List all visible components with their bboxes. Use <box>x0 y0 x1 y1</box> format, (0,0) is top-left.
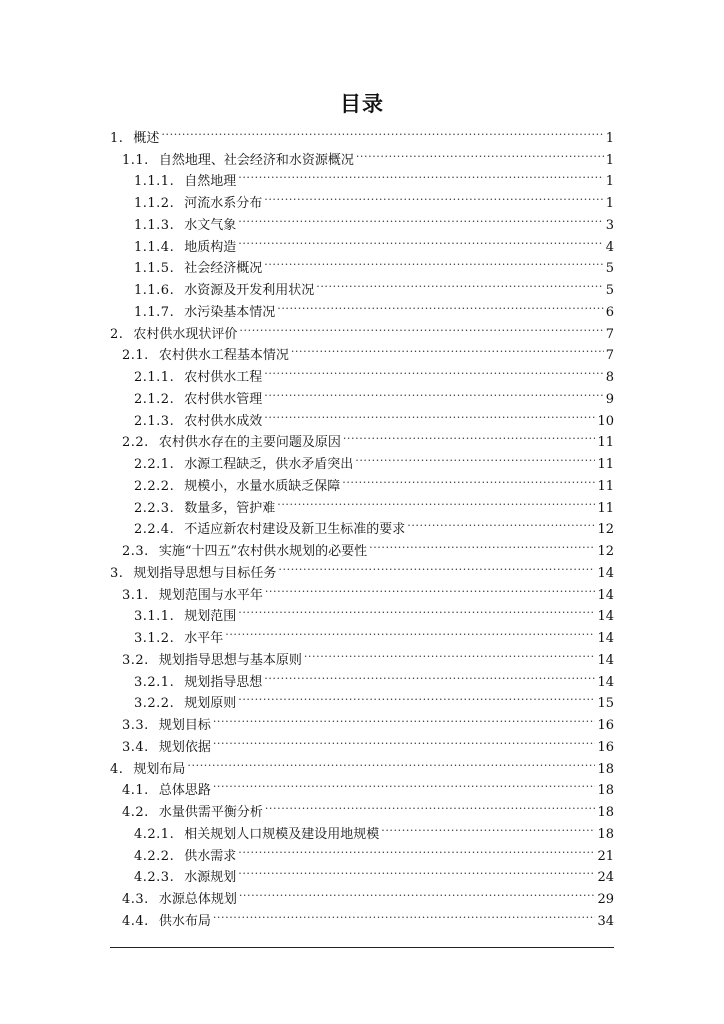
toc-entry-title: 水源总体规划 <box>158 892 237 907</box>
toc-entry-number: 2. <box>110 326 124 342</box>
toc-entry-page: 11 <box>597 500 614 516</box>
toc-entry-title: 概述 <box>133 130 160 146</box>
toc-leader-dots <box>356 142 604 164</box>
toc-entry-page: 18 <box>597 826 614 842</box>
toc-entry-title: 水资源及开发利用状况 <box>184 283 315 298</box>
toc-entry-page: 21 <box>597 848 614 864</box>
toc-leader-dots <box>369 533 595 555</box>
toc-leader-dots <box>264 403 595 425</box>
toc-entry-title: 规模小，水量水质缺乏保障 <box>184 478 341 494</box>
toc-entry-page: 7 <box>605 348 614 364</box>
toc-entry-number: 1.1.6. <box>134 283 175 298</box>
toc-entry-title: 农村供水工程基本情况 <box>158 348 289 364</box>
toc-leader-dots <box>264 664 595 686</box>
toc-entry-page: 4 <box>605 239 614 255</box>
toc-leader-dots <box>213 903 596 925</box>
toc-leader-dots <box>238 860 595 882</box>
toc-leader-dots <box>381 816 595 838</box>
toc-entry-page: 15 <box>597 696 614 712</box>
toc-entry-number: 4.3. <box>122 892 149 907</box>
toc-entry-title: 规划指导思想与目标任务 <box>133 565 277 581</box>
toc-leader-dots <box>264 381 603 403</box>
toc-entry-title: 规划范围与水平年 <box>158 587 263 603</box>
toc-entry-number: 2.1.1. <box>134 370 175 385</box>
toc-entry[interactable] <box>110 773 614 799</box>
toc-entry-title: 水污染基本情况 <box>184 304 276 320</box>
toc-entry-number: 3.1. <box>122 587 149 603</box>
toc-entry-page: 14 <box>597 587 614 603</box>
toc-leader-dots <box>277 490 595 512</box>
toc-leader-dots <box>265 577 596 599</box>
toc-entry-number: 3.1.1. <box>134 609 175 625</box>
toc-entry-number: 4. <box>110 761 124 777</box>
toc-entry-title: 水源工程缺乏，供水矛盾突出 <box>184 457 354 472</box>
toc-entry-number: 3.2.1. <box>134 674 175 690</box>
toc-leader-dots <box>264 359 603 381</box>
toc-entry-page: 5 <box>605 261 614 277</box>
toc-entry-page: 9 <box>605 391 614 407</box>
toc-entry-title: 水源规划 <box>184 870 237 886</box>
toc-entry-number: 3.3. <box>122 718 149 733</box>
toc-entry-title: 自然地理、社会经济和水资源概况 <box>158 152 354 168</box>
toc-entry-title: 实施“十四五”农村供水规划的必要性 <box>158 544 368 559</box>
toc-entry-title: 农村供水现状评价 <box>133 326 238 342</box>
toc-entry-number: 4.2.1. <box>134 826 175 842</box>
toc-entry-number: 1.1.5. <box>134 261 175 277</box>
toc-entry-page: 11 <box>597 457 614 472</box>
toc-leader-dots <box>342 468 595 490</box>
toc-entry-page: 5 <box>605 283 614 298</box>
toc-entry-title: 社会经济概况 <box>184 261 263 277</box>
toc-entry-title: 自然地理 <box>184 174 237 190</box>
toc-entry-page: 14 <box>597 652 614 668</box>
toc-entry-title: 规划原则 <box>184 696 237 712</box>
toc-entry-page: 1 <box>605 174 614 190</box>
toc-entry-title: 规划范围 <box>184 609 237 625</box>
toc-entry-title: 水量供需平衡分析 <box>158 805 263 820</box>
toc-entry-number: 1.1.1. <box>134 174 175 190</box>
toc-leader-dots <box>238 599 595 621</box>
toc-entry-number: 3.4. <box>122 739 149 755</box>
toc-entry-page: 24 <box>597 870 614 886</box>
toc-entry-number: 2.2.4. <box>134 522 175 538</box>
toc-entry-page: 14 <box>597 609 614 625</box>
toc-entry-page: 14 <box>597 631 614 646</box>
toc-entry-number: 2.1.3. <box>134 413 175 429</box>
toc-entry-number: 4.1. <box>122 783 149 799</box>
toc-entry-page: 16 <box>597 739 614 755</box>
toc-leader-dots <box>264 185 603 207</box>
toc-entry-number: 2.1.2. <box>134 391 175 407</box>
toc-entry-page: 11 <box>597 435 614 451</box>
toc-leader-dots <box>304 642 596 664</box>
footer-rule <box>110 947 614 948</box>
toc-leader-dots <box>238 207 603 229</box>
toc-leader-dots <box>213 773 596 795</box>
toc-entry-page: 1 <box>605 152 614 168</box>
toc-entry-page: 1 <box>605 196 614 211</box>
toc-entry-number: 1.1.2. <box>134 196 175 211</box>
toc-leader-dots <box>238 229 603 251</box>
toc-entry-title: 地质构造 <box>184 239 237 255</box>
toc-entry-number: 2.2.1. <box>134 457 175 472</box>
toc-entry-title: 规划目标 <box>158 718 211 733</box>
toc-leader-dots <box>265 794 596 816</box>
toc-entry-page: 29 <box>597 892 614 907</box>
toc-leader-dots <box>238 838 595 860</box>
toc-entry-page: 34 <box>597 913 614 929</box>
toc-entry-title: 总体思路 <box>158 783 211 799</box>
toc-leader-dots <box>238 686 595 708</box>
toc-leader-dots <box>316 272 603 294</box>
toc-entry-page: 14 <box>597 565 614 581</box>
toc-entry-number: 2.2. <box>122 435 149 451</box>
toc-entry-title: 规划指导思想与基本原则 <box>158 652 302 668</box>
toc-entry-number: 3.2. <box>122 652 149 668</box>
toc-entry-number: 2.2.2. <box>134 478 175 494</box>
toc-entry-number: 1.1.4. <box>134 239 175 255</box>
toc-entry[interactable] <box>110 142 614 168</box>
toc-entry-title: 规划指导思想 <box>184 674 263 690</box>
toc-entry-page: 18 <box>597 783 614 799</box>
toc-entry-page: 16 <box>597 718 614 733</box>
toc-entry-number: 4.2.2. <box>134 848 175 864</box>
toc-entry-title: 供水需求 <box>184 848 237 864</box>
toc-entry-number: 3. <box>110 565 124 581</box>
toc-entry-page: 6 <box>605 304 614 320</box>
toc-entry-number: 4.2. <box>122 805 149 820</box>
toc-entry-page: 7 <box>605 326 614 342</box>
toc-entry-page: 18 <box>597 761 614 777</box>
toc-title: 目录 <box>340 91 384 116</box>
toc-leader-dots <box>213 707 596 729</box>
toc-entry-number: 2.1. <box>122 348 149 364</box>
toc-entry-page: 12 <box>597 522 614 538</box>
toc-entry-number: 4.4. <box>122 913 149 929</box>
toc-leader-dots <box>343 425 596 447</box>
toc-entry-title: 农村供水存在的主要问题及原因 <box>158 435 341 451</box>
toc-entry-title: 农村供水工程 <box>184 370 263 385</box>
toc-entry-number: 1. <box>110 130 124 146</box>
toc-list <box>110 120 614 929</box>
toc-entry-page: 18 <box>597 805 614 820</box>
toc-entry-number: 1.1. <box>122 152 149 168</box>
toc-entry-title: 规划依据 <box>158 739 211 755</box>
toc-entry-number: 1.1.7. <box>134 304 175 320</box>
toc-entry-title: 水平年 <box>184 631 224 646</box>
toc-entry[interactable] <box>110 120 614 146</box>
toc-leader-dots <box>291 338 604 360</box>
toc-entry-title: 农村供水管理 <box>184 391 263 407</box>
toc-entry-number: 3.1.2. <box>134 631 175 646</box>
toc-leader-dots <box>355 446 595 468</box>
toc-entry-number: 1.1.3. <box>134 217 175 233</box>
toc-entry-number: 3.2.2. <box>134 696 175 712</box>
toc-leader-dots <box>239 316 603 338</box>
toc-entry-title: 规划布局 <box>133 761 186 777</box>
toc-leader-dots <box>264 251 603 273</box>
toc-entry-number: 2.2.3. <box>134 500 175 516</box>
toc-entry-title: 相关规划人口规模及建设用地规模 <box>184 826 380 842</box>
toc-entry-number: 4.2.3. <box>134 870 175 886</box>
toc-leader-dots <box>278 555 595 577</box>
toc-leader-dots <box>238 164 603 186</box>
toc-leader-dots <box>225 620 595 642</box>
toc-entry-title: 河流水系分布 <box>184 196 263 211</box>
toc-leader-dots <box>187 751 595 773</box>
toc-entry-page: 12 <box>597 544 614 559</box>
toc-entry-title: 水文气象 <box>184 217 237 233</box>
toc-leader-dots <box>161 120 603 142</box>
toc-entry-title: 农村供水成效 <box>184 413 263 429</box>
toc-leader-dots <box>277 294 603 316</box>
toc-entry-number: 2.3. <box>122 544 149 559</box>
toc-entry-page: 8 <box>605 370 614 385</box>
toc-entry-title: 数量多，管护难 <box>184 500 276 516</box>
toc-entry-page: 14 <box>597 674 614 690</box>
toc-leader-dots <box>239 881 596 903</box>
toc-entry-page: 3 <box>605 217 614 233</box>
toc-leader-dots <box>213 729 596 751</box>
toc-entry-title: 不适应新农村建设及新卫生标准的要求 <box>184 522 406 538</box>
toc-leader-dots <box>407 512 595 534</box>
toc-entry-page: 1 <box>605 130 614 146</box>
toc-entry-page: 11 <box>597 478 614 494</box>
toc-entry-title: 供水布局 <box>158 913 211 929</box>
toc-entry-page: 10 <box>597 413 614 429</box>
